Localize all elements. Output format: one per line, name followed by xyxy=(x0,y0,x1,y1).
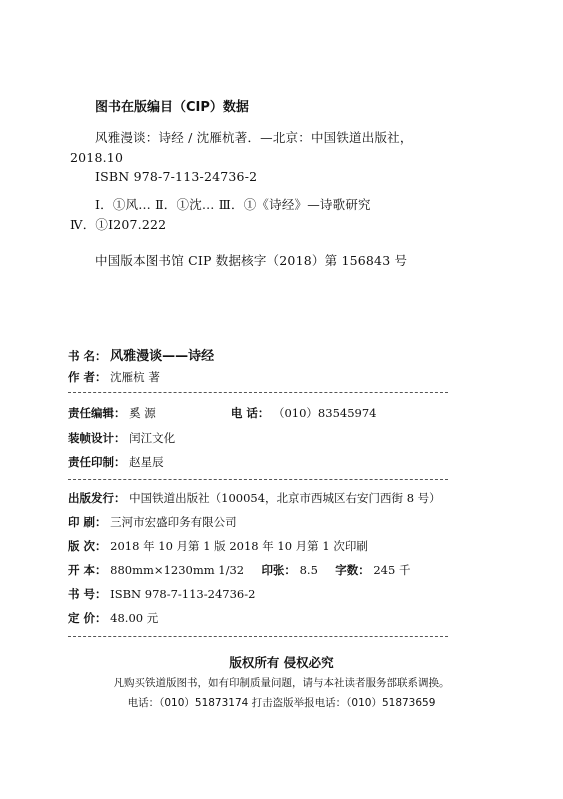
author-value: 沈雁杭 著 xyxy=(110,370,160,384)
copyright-notice: 版权所有 侵权必究 xyxy=(229,655,334,670)
printer-row xyxy=(68,514,237,530)
cip-title: 图书在版编目（CIP）数据 xyxy=(95,100,249,115)
reader-service-note: 凡购买铁道版图书，如有印制质量问题，请与本社读者服务部联系调换。 xyxy=(113,677,450,689)
sheets-value: 8.5 xyxy=(299,563,318,577)
word-count-value: 245 千 xyxy=(373,563,411,577)
author-row xyxy=(68,369,160,385)
author-label: 作 者： xyxy=(68,370,107,384)
edition-row xyxy=(68,538,368,554)
editor-value: 奚 源 xyxy=(129,406,156,420)
phone-value: （010）83545974 xyxy=(272,406,377,420)
cip-line-classification: Ⅰ．①风… Ⅱ．①沈… Ⅲ．①《诗经》—诗歌研究 xyxy=(95,197,371,212)
printer-value: 三河市宏盛印务有限公司 xyxy=(110,515,237,529)
contact-phones: 电话：（010）51873174 打击盗版举报电话：（010）51873659 xyxy=(127,697,436,709)
print-supervisor-label: 责任印制： xyxy=(68,455,126,469)
book-title-value: 风雅漫谈——诗经 xyxy=(110,349,215,364)
design-label: 装帧设计： xyxy=(68,431,126,445)
format-label: 开 本： xyxy=(68,563,107,577)
word-count-label: 字数： xyxy=(335,563,370,577)
divider-1 xyxy=(68,392,448,393)
publisher-value: 中国铁道出版社（100054，北京市西城区右安门西街 8 号） xyxy=(129,491,441,505)
publisher-row xyxy=(68,490,441,506)
format-value: 880mm×1230mm 1/32 xyxy=(110,563,245,577)
book-title-row xyxy=(68,345,214,364)
design-value: 闰江文化 xyxy=(129,431,176,445)
cip-line-record-number: 中国版本图书馆 CIP 数据核字（2018）第 156843 号 xyxy=(95,253,408,268)
print-supervisor-row xyxy=(68,454,164,470)
printer-label: 印 刷： xyxy=(68,515,107,529)
divider-3 xyxy=(68,636,448,637)
isbn-value: ISBN 978-7-113-24736-2 xyxy=(110,587,256,601)
editor-label: 责任编辑： xyxy=(68,406,126,420)
phone-label: 电 话： xyxy=(230,406,270,420)
isbn-row xyxy=(68,586,255,602)
cip-line-year: 2018.10 xyxy=(70,150,124,165)
edition-value: 2018 年 10 月第 1 版 2018 年 10 月第 1 次印刷 xyxy=(110,539,368,553)
isbn-label: 书 号： xyxy=(68,587,107,601)
cip-line-isbn: ISBN 978-7-113-24736-2 xyxy=(95,169,258,184)
price-row xyxy=(68,610,158,626)
publisher-label: 出版发行： xyxy=(68,491,126,505)
cip-line-title-author: 风雅漫谈：诗经 / 沈雁杭著．—北京：中国铁道出版社， xyxy=(95,130,413,145)
editor-row xyxy=(68,405,376,421)
format-row xyxy=(68,562,410,578)
price-label: 定 价： xyxy=(68,611,107,625)
print-supervisor-value: 赵星辰 xyxy=(129,455,164,469)
price-value: 48.00 元 xyxy=(110,611,159,625)
divider-2 xyxy=(68,479,448,480)
cip-line-clc: Ⅳ．①I207.222 xyxy=(70,217,167,232)
sheets-label: 印张： xyxy=(261,563,296,577)
book-title-label: 书 名： xyxy=(68,349,107,363)
edition-label: 版 次： xyxy=(68,539,107,553)
design-row xyxy=(68,430,175,446)
